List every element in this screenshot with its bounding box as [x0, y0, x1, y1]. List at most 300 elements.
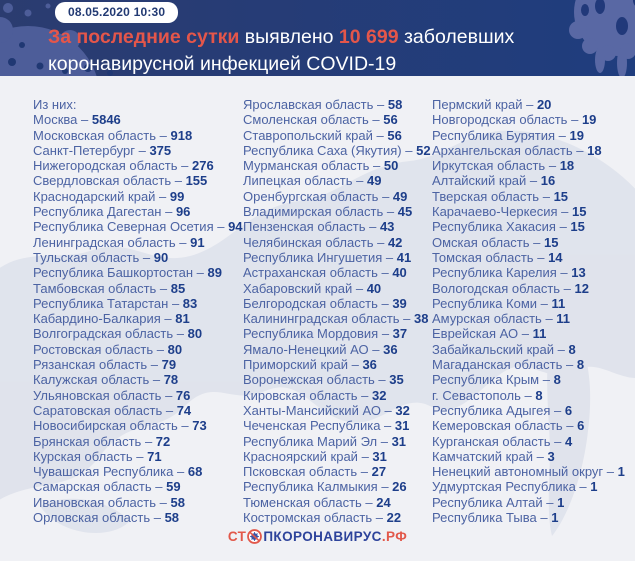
- region-stat: [432, 250, 625, 265]
- region-value: 40: [366, 280, 382, 296]
- region-name: Амурская область: [432, 311, 542, 327]
- separator: –: [352, 173, 367, 189]
- separator: –: [603, 464, 618, 480]
- region-value: 36: [383, 341, 398, 357]
- region-stat: [243, 265, 431, 280]
- region-stat: [243, 372, 431, 387]
- region-stat: [33, 143, 243, 158]
- region-name: Владимирская область: [243, 204, 384, 220]
- separator: –: [545, 158, 560, 174]
- region-name: Челябинская область: [243, 234, 374, 250]
- region-value: 99: [169, 188, 185, 204]
- region-value: 90: [153, 249, 169, 265]
- region-name: Архангельская область: [432, 142, 573, 158]
- region-name: Ярославская область: [243, 97, 374, 112]
- separator: –: [529, 234, 545, 250]
- region-stat: [33, 403, 243, 418]
- separator: –: [572, 142, 588, 158]
- region-stat: [432, 265, 625, 280]
- region-stat: [243, 158, 431, 173]
- region-name: Республика Алтай: [432, 494, 543, 510]
- region-value: 78: [163, 372, 179, 388]
- region-value: 74: [176, 402, 192, 418]
- separator: –: [177, 158, 192, 174]
- separator: –: [352, 280, 367, 296]
- region-stat: [243, 342, 431, 357]
- separator: –: [357, 387, 373, 403]
- region-stat: [432, 510, 625, 525]
- region-stat: [432, 158, 625, 173]
- region-name: Алтайский край: [432, 173, 527, 189]
- headline-line1: [48, 24, 514, 51]
- region-value: 50: [383, 158, 399, 174]
- separator: –: [168, 295, 183, 311]
- region-name: Чеченская Республика: [243, 418, 381, 434]
- region-name: Омская область: [432, 234, 530, 250]
- region-stat: [33, 311, 243, 326]
- region-value: 32: [372, 387, 387, 403]
- region-stat: [33, 372, 243, 387]
- separator: –: [175, 234, 191, 250]
- region-value: 15: [544, 234, 559, 250]
- region-stat: [432, 479, 625, 494]
- region-name: Ставропольский край: [243, 127, 373, 143]
- separator: –: [550, 402, 565, 418]
- region-stat: [33, 434, 243, 449]
- region-name: г. Севастополь: [432, 387, 521, 403]
- region-value: 20: [536, 97, 552, 112]
- region-stat: [432, 403, 625, 418]
- region-name: Москва: [33, 112, 78, 128]
- separator: –: [156, 127, 171, 143]
- list-intro: Из них:: [33, 97, 77, 112]
- separator: –: [368, 112, 384, 128]
- region-value: 18: [587, 142, 602, 158]
- separator: –: [162, 402, 177, 418]
- region-stat: [432, 388, 625, 403]
- region-stat: [243, 434, 431, 449]
- region-name: Ямало-Ненецкий АО: [243, 341, 369, 357]
- region-name: Кабардино-Балкария: [33, 311, 161, 327]
- region-value: 45: [397, 204, 413, 220]
- separator: –: [380, 402, 396, 418]
- region-value: 6: [564, 402, 573, 418]
- region-name: Республика Марий Эл: [243, 433, 378, 449]
- region-name: Рязанская область: [33, 357, 148, 373]
- region-name: Калужская область: [33, 372, 150, 388]
- region-stat: [33, 357, 243, 372]
- separator: –: [177, 418, 193, 434]
- separator: –: [77, 112, 92, 128]
- region-name: Кировская область: [243, 387, 358, 403]
- separator: –: [368, 341, 384, 357]
- region-value: 58: [164, 510, 180, 526]
- region-stat: [243, 97, 431, 112]
- region-stat: [243, 464, 431, 479]
- region-value: 15: [572, 204, 587, 220]
- region-stat: [432, 418, 625, 433]
- region-stat: [432, 357, 625, 372]
- region-value: 918: [170, 127, 193, 143]
- region-stat: [243, 112, 431, 127]
- separator: –: [161, 204, 176, 220]
- region-name: Псковская область: [243, 464, 358, 480]
- region-value: 375: [149, 142, 172, 158]
- region-value: 6: [577, 418, 585, 434]
- separator: –: [361, 494, 377, 510]
- region-stat: [432, 372, 625, 387]
- region-name: Брянская область: [33, 433, 142, 449]
- region-value: 15: [553, 188, 569, 204]
- region-name: Республика Калмыкия: [243, 479, 378, 495]
- region-value: 72: [155, 433, 171, 449]
- region-value: 83: [182, 295, 198, 311]
- separator: –: [562, 357, 577, 373]
- region-value: 36: [362, 357, 377, 373]
- region-stat: [33, 342, 243, 357]
- region-value: 56: [387, 127, 402, 143]
- region-name: Еврейская АО: [432, 326, 519, 342]
- region-stat: [33, 418, 243, 433]
- region-value: 1: [617, 464, 625, 480]
- region-stat: [243, 495, 431, 510]
- separator: –: [399, 311, 415, 327]
- separator: –: [522, 97, 537, 112]
- header-banner: [0, 0, 635, 76]
- region-value: 11: [556, 311, 571, 327]
- separator: –: [377, 479, 393, 495]
- region-stat: [33, 479, 243, 494]
- region-stat: [432, 97, 625, 112]
- separator: –: [567, 112, 582, 128]
- region-stat: [33, 281, 243, 296]
- separator: –: [132, 448, 148, 464]
- region-value: 73: [192, 418, 207, 434]
- region-name: Курская область: [33, 448, 133, 464]
- separator: –: [542, 494, 558, 510]
- region-name: Тюменская область: [243, 494, 362, 510]
- separator: –: [377, 433, 392, 449]
- region-name: Астраханская область: [243, 265, 378, 281]
- region-name: Ненецкий автономный округ: [432, 464, 604, 480]
- logo-prefix: СТ: [227, 529, 247, 544]
- separator: –: [533, 448, 548, 464]
- region-stat: [33, 173, 243, 188]
- region-stat: [243, 281, 431, 296]
- region-name: Саратовская область: [33, 402, 163, 418]
- virus-decoration-right: [569, 0, 635, 76]
- region-value: 14: [548, 249, 563, 265]
- region-name: Забайкальский край: [432, 341, 555, 357]
- region-stat: [243, 449, 431, 464]
- region-value: 11: [551, 295, 566, 311]
- region-value: 26: [392, 479, 407, 495]
- separator: –: [541, 311, 557, 327]
- separator: –: [380, 418, 395, 434]
- region-stat: [432, 219, 625, 234]
- region-name: Свердловская область: [33, 173, 172, 189]
- separator: –: [193, 265, 208, 281]
- separator: –: [555, 219, 571, 235]
- region-name: Хабаровский край: [243, 280, 353, 296]
- headline-tail: заболевших: [403, 26, 515, 48]
- region-stat: [33, 204, 243, 219]
- region-name: Ивановская область: [33, 494, 156, 510]
- separator: –: [373, 234, 388, 250]
- region-stat: [432, 311, 625, 326]
- region-stat: [243, 250, 431, 265]
- region-name: Томская область: [432, 249, 534, 265]
- separator: –: [155, 188, 170, 204]
- region-value: 276: [191, 158, 214, 174]
- separator: –: [377, 295, 393, 311]
- region-value: 155: [185, 173, 208, 189]
- region-value: 35: [389, 372, 404, 388]
- headline-verb: выявлено: [244, 26, 334, 48]
- region-stat: [432, 296, 625, 311]
- region-value: 76: [175, 387, 191, 403]
- region-stat: [243, 219, 431, 234]
- region-stat: [432, 143, 625, 158]
- separator: –: [536, 510, 552, 526]
- region-name: Белгородская область: [243, 295, 378, 311]
- separator: –: [141, 433, 156, 449]
- region-stat: [432, 189, 625, 204]
- region-name: Республика Коми: [432, 295, 538, 311]
- region-name: Республика Адыгея: [432, 402, 551, 418]
- region-name: Курганская область: [432, 433, 551, 449]
- region-name: Чувашская Республика: [33, 464, 174, 480]
- no-entry-virus-icon: [247, 529, 262, 544]
- region-stat: [33, 112, 243, 127]
- separator: –: [554, 341, 569, 357]
- headline: [48, 24, 514, 76]
- region-value: 68: [187, 464, 203, 480]
- region-stat: [432, 342, 625, 357]
- region-value: 1: [590, 479, 598, 495]
- region-name: Республика Бурятия: [432, 127, 556, 143]
- region-stat: [432, 464, 625, 479]
- region-value: 4: [564, 433, 573, 449]
- region-name: Приморский край: [243, 357, 348, 373]
- separator: –: [378, 188, 393, 204]
- region-stat: [243, 204, 431, 219]
- region-name: Ленинградская область: [33, 234, 176, 250]
- region-name: Орловская область: [33, 510, 151, 526]
- region-value: 94: [228, 219, 243, 235]
- region-value: 16: [540, 173, 556, 189]
- region-name: Липецкая область: [243, 173, 353, 189]
- region-name: Волгоградская область: [33, 326, 174, 342]
- region-value: 81: [175, 311, 190, 327]
- region-name: Удмуртская Республика: [432, 479, 576, 495]
- region-stat: [432, 326, 625, 341]
- region-stat: [33, 250, 243, 265]
- separator: –: [562, 418, 578, 434]
- separator: –: [377, 265, 393, 281]
- separator: –: [575, 479, 591, 495]
- separator: –: [383, 204, 398, 220]
- headline-accent: За последние сутки: [48, 26, 240, 48]
- region-stat: [243, 189, 431, 204]
- region-name: Ростовская область: [33, 341, 154, 357]
- stats-column: [33, 97, 243, 525]
- region-stat: [432, 112, 625, 127]
- region-value: 85: [170, 280, 186, 296]
- region-value: 8: [553, 372, 561, 388]
- region-value: 1: [557, 494, 565, 510]
- region-value: 32: [395, 402, 410, 418]
- region-value: 1: [551, 510, 559, 526]
- region-stat: [243, 510, 431, 525]
- region-value: 24: [376, 494, 391, 510]
- region-stat: [243, 326, 431, 341]
- region-value: 42: [387, 234, 403, 250]
- separator: –: [382, 249, 397, 265]
- region-name: Смоленская область: [243, 112, 369, 128]
- region-value: 41: [396, 249, 412, 265]
- region-name: Тамбовская область: [33, 280, 157, 296]
- separator: –: [357, 464, 372, 480]
- separator: –: [149, 372, 164, 388]
- separator: –: [520, 387, 536, 403]
- region-name: Республика Татарстан: [33, 295, 169, 311]
- separator: –: [557, 204, 572, 220]
- region-value: 71: [147, 448, 162, 464]
- separator: –: [139, 249, 154, 265]
- separator: –: [369, 158, 384, 174]
- region-name: Республика Тыва: [432, 510, 537, 526]
- region-stat: [432, 173, 625, 188]
- region-stat: [432, 495, 625, 510]
- region-value: 80: [167, 341, 183, 357]
- region-value: 49: [392, 188, 408, 204]
- region-stat: [243, 357, 431, 372]
- separator: –: [533, 249, 549, 265]
- region-stat: [432, 449, 625, 464]
- region-value: 5846: [91, 112, 121, 128]
- region-value: 80: [187, 326, 203, 342]
- region-value: 22: [386, 510, 402, 526]
- separator: –: [372, 127, 388, 143]
- region-value: 37: [392, 326, 408, 342]
- region-name: Республика Саха (Якутия): [243, 142, 402, 158]
- region-stat: [33, 219, 243, 234]
- region-name: Санкт-Петербург: [33, 142, 135, 158]
- region-value: 56: [383, 112, 398, 128]
- separator: –: [537, 295, 552, 311]
- region-name: Ханты-Мансийский АО: [243, 402, 381, 418]
- headline-line2: коронавирусной инфекцией COVID-19: [48, 53, 397, 75]
- region-stat: [432, 204, 625, 219]
- region-stat: [432, 128, 625, 143]
- region-name: Республика Хакасия: [432, 219, 556, 235]
- region-name: Калининградская область: [243, 311, 400, 327]
- region-stat: [243, 403, 431, 418]
- region-stat: [33, 235, 243, 250]
- separator: –: [134, 142, 150, 158]
- region-value: 40: [392, 265, 407, 281]
- region-value: 27: [371, 464, 387, 480]
- region-value: 8: [535, 387, 543, 403]
- separator: –: [550, 433, 565, 449]
- region-value: 11: [532, 326, 547, 342]
- separator: –: [150, 510, 165, 526]
- region-name: Самарская область: [33, 479, 152, 495]
- region-value: 38: [414, 311, 429, 327]
- separator: –: [160, 311, 176, 327]
- date-badge: [55, 2, 178, 23]
- region-name: Республика Северная Осетия: [33, 219, 214, 235]
- region-name: Республика Ингушетия: [243, 249, 383, 265]
- separator: –: [357, 448, 373, 464]
- separator: –: [518, 326, 533, 342]
- region-stat: [33, 510, 243, 525]
- separator: –: [539, 188, 554, 204]
- separator: –: [156, 280, 171, 296]
- region-value: 58: [170, 494, 185, 510]
- region-name: Красноярский край: [243, 448, 358, 464]
- region-name: Республика Мордовия: [243, 326, 379, 342]
- separator: –: [365, 219, 380, 235]
- region-stat: [243, 173, 431, 188]
- region-value: 91: [190, 234, 205, 250]
- region-name: Республика Башкортостан: [33, 265, 193, 281]
- region-stat: [33, 189, 243, 204]
- region-value: 18: [559, 158, 575, 174]
- region-value: 31: [394, 418, 410, 434]
- region-value: 15: [570, 219, 585, 235]
- region-stat: [243, 128, 431, 143]
- separator: –: [213, 219, 229, 235]
- region-name: Камчатский край: [432, 448, 533, 464]
- separator: –: [153, 341, 168, 357]
- region-value: 49: [366, 173, 382, 189]
- region-stat: [33, 464, 243, 479]
- region-name: Краснодарский край: [33, 188, 156, 204]
- region-name: Тверская область: [432, 188, 540, 204]
- separator: –: [378, 326, 393, 342]
- separator: –: [151, 479, 167, 495]
- region-value: 12: [574, 280, 589, 296]
- region-value: 58: [387, 97, 403, 112]
- region-name: Тульская область: [33, 249, 140, 265]
- region-name: Республика Карелия: [432, 265, 557, 281]
- region-value: 43: [379, 219, 395, 235]
- region-stat: [432, 235, 625, 250]
- region-stat: [33, 158, 243, 173]
- region-stat: [33, 449, 243, 464]
- region-name: Оренбургская область: [243, 188, 379, 204]
- region-name: Московская область: [33, 127, 157, 143]
- separator: –: [161, 387, 176, 403]
- separator: –: [560, 280, 575, 296]
- region-stat: [432, 434, 625, 449]
- region-stat: [33, 296, 243, 311]
- region-name: Карачаево-Черкесия: [432, 204, 558, 220]
- region-name: Республика Дагестан: [33, 204, 162, 220]
- separator: –: [374, 372, 390, 388]
- stats-column: [432, 97, 625, 525]
- region-name: Мурманская область: [243, 158, 370, 174]
- region-value: 13: [571, 265, 586, 281]
- region-value: 39: [392, 295, 407, 311]
- region-stat: [243, 388, 431, 403]
- region-stat: [243, 479, 431, 494]
- new-cases-count: 10 699: [338, 26, 399, 48]
- region-name: Нижегородская область: [33, 158, 178, 174]
- region-name: Иркутская область: [432, 158, 546, 174]
